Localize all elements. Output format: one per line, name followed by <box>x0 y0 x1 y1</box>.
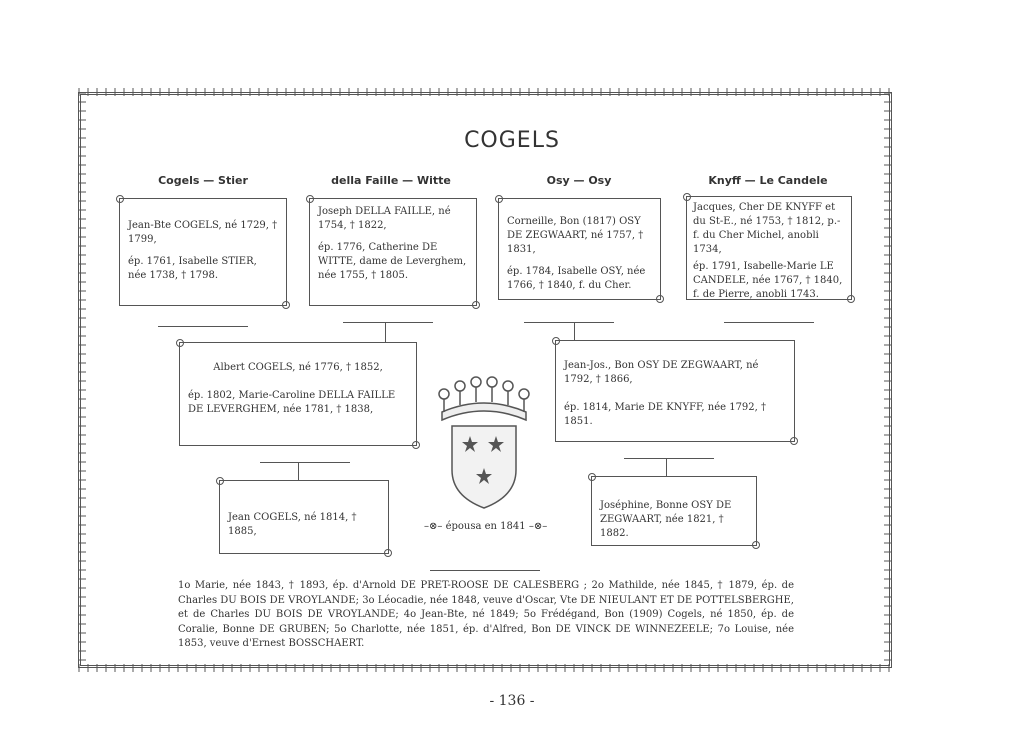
parent-text: ép. 1802, Marie-Caroline DELLA FAILLE DE LEVERGHEM, née 1781, † 1838, <box>188 390 396 415</box>
connector-line <box>724 322 814 323</box>
ancestor-box-knyff <box>686 196 852 300</box>
child-box-josephine-osy <box>591 476 757 546</box>
connector-line <box>666 458 667 476</box>
ancestor-text: Jacques, Cher DE KNYFF et du St-E., né 1753, † 1812, p.-f. du Cher Michel, anobli 1734, <box>693 202 841 255</box>
parent-box-jean-jos-osy <box>555 340 795 442</box>
marriage-text: épousa en 1841 <box>445 521 526 532</box>
coat-of-arms-icon <box>432 372 536 512</box>
parent-text: Albert COGELS, né 1776, † 1852, <box>213 362 383 373</box>
couple-header-osy-osy: Osy — Osy <box>546 174 612 187</box>
parent-box-albert-cogels <box>179 342 417 446</box>
connector-line <box>260 462 350 463</box>
couple-header-cogels-stier: Cogels — Stier <box>158 174 248 187</box>
page-number: - 136 - <box>489 693 535 709</box>
children-notes: 1o Marie, née 1843, † 1893, ép. d'Arnold DE PRET-ROOSE DE CALESBERG ; 2o Mathilde, née 1845, † 1879, ép. de Charles DU BOIS DE VROYLANDE; 3o Léocadie, née 1848, veuve d'Oscar, Vte DE NIEULANT ET DE POTTELSBERGHE, et de Charles DU BOIS DE VROYLANDE; 4o Jean-Bte, né 1849; 5o Frédégand, Bon (1909) Cogels, né 1850, ép. de Coralie, Bonne DE GRUBEN; 5o Charlotte, née 1851, ép. d'Alfred, Bon DE VINCK DE WINNEZEELE; 7o Louise, née 1853, veuve d'Ernest BOSSCHAERT. <box>178 580 794 649</box>
ancestor-text: Joseph DELLA FAILLE, né 1754, † 1822, <box>318 206 451 231</box>
ancestor-box-osy <box>498 198 661 300</box>
ancestor-text: Jean-Bte COGELS, né 1729, † 1799, <box>128 220 278 245</box>
crown-icon <box>439 377 529 420</box>
page-title: COGELS <box>464 128 560 153</box>
connector-line <box>574 322 575 340</box>
ancestor-box-della-faille <box>309 198 477 306</box>
connector-line <box>298 462 299 480</box>
ancestor-text: ép. 1784, Isabelle OSY, née 1766, † 1840, f. du Cher. <box>507 266 646 291</box>
ancestor-text: Corneille, Bon (1817) OSY DE ZEGWAART, né 1757, † 1831, <box>507 216 644 255</box>
ancestor-text: ép. 1791, Isabelle-Marie LE CANDELE, née 1767, † 1840, f. de Pierre, anobli 1743. <box>693 261 843 300</box>
connector-line <box>624 458 714 459</box>
separator-line <box>430 570 540 571</box>
connector-line <box>524 322 614 323</box>
connector-line <box>385 322 386 342</box>
parent-text: ép. 1814, Marie DE KNYFF, née 1792, † 1851. <box>564 402 767 427</box>
ornament-icon: –⊗– <box>424 521 443 532</box>
ornament-icon: –⊗– <box>528 521 548 532</box>
marriage-annotation <box>424 521 547 532</box>
ancestor-text: ép. 1761, Isabelle STIER, née 1738, † 1798. <box>128 256 257 281</box>
ancestor-box-cogels <box>119 198 287 306</box>
child-text: Jean COGELS, né 1814, † 1885, <box>228 512 357 537</box>
couple-header-faille-witte: della Faille — Witte <box>331 174 451 187</box>
ancestor-text: ép. 1776, Catherine DE WITTE, dame de Leverghem, née 1755, † 1805. <box>318 242 467 281</box>
child-text: Joséphine, Bonne OSY DE ZEGWAART, née 1821, † 1882. <box>600 500 732 539</box>
connector-line <box>158 326 248 327</box>
parent-text: Jean-Jos., Bon OSY DE ZEGWAART, né 1792, † 1866, <box>564 360 759 385</box>
couple-header-knyff-candele: Knyff — Le Candele <box>708 174 828 187</box>
child-box-jean-cogels <box>219 480 389 554</box>
connector-line <box>343 322 433 323</box>
